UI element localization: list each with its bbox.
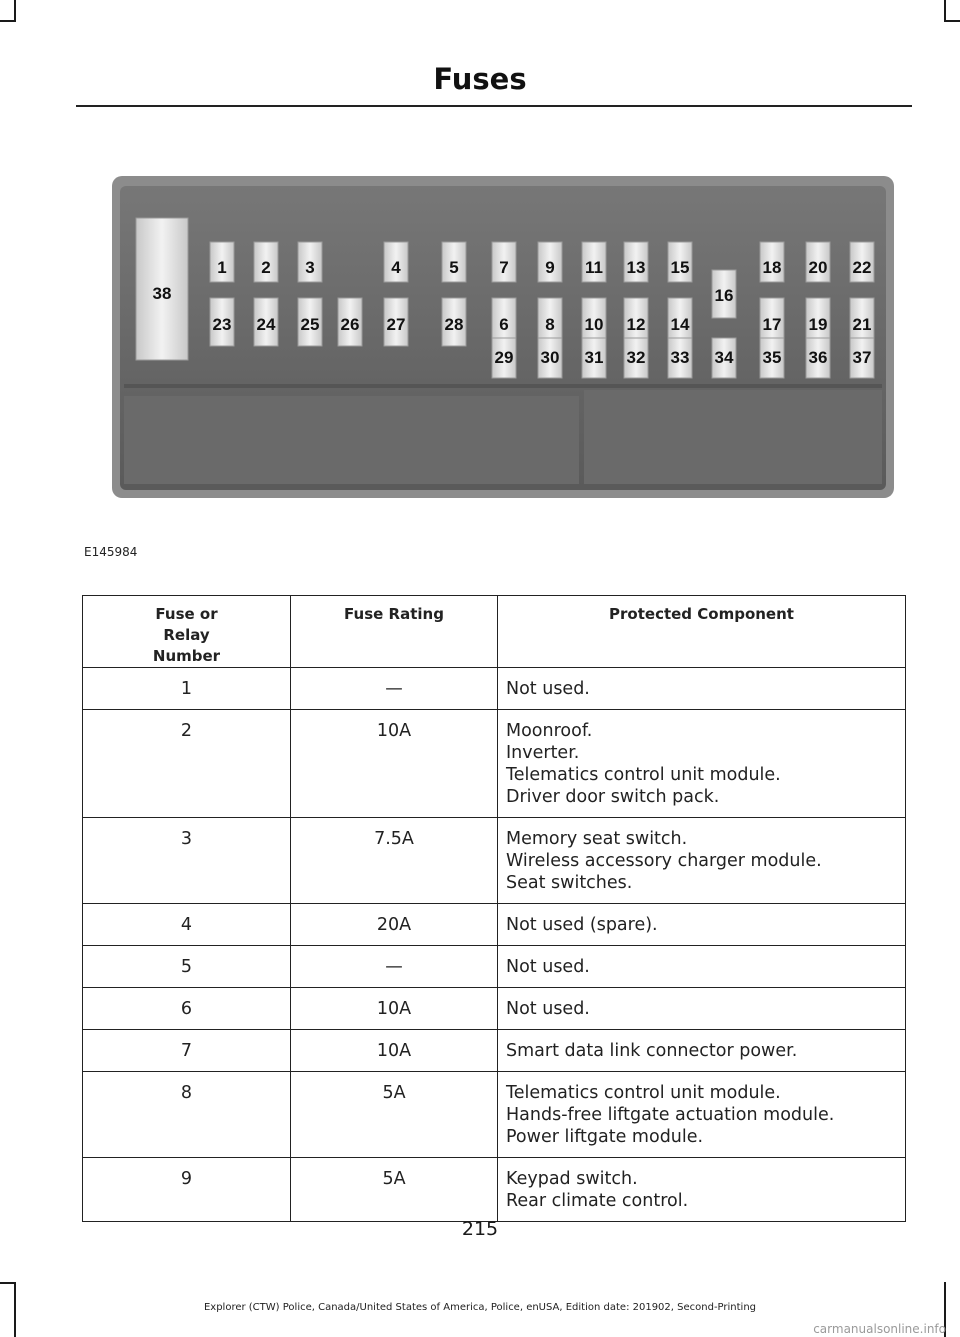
protected-component-cell bbox=[498, 1072, 906, 1158]
watermark: carmanualsonline.info bbox=[813, 1322, 946, 1336]
component-line: Moonroof. bbox=[506, 721, 593, 741]
fuse-number-cell: 2 bbox=[83, 710, 291, 818]
table-row bbox=[83, 1030, 906, 1072]
fuse-label: 11 bbox=[585, 258, 603, 277]
fuse-number-cell: 7 bbox=[83, 1030, 291, 1072]
component-line: Rear climate control. bbox=[506, 1191, 689, 1211]
fuse-label: 31 bbox=[584, 348, 604, 367]
fuse-label: 20 bbox=[808, 258, 828, 277]
component-line: Seat switches. bbox=[506, 873, 633, 893]
fuse-label: 14 bbox=[670, 315, 690, 334]
fuse-label: 7 bbox=[499, 258, 509, 277]
component-line: Power liftgate module. bbox=[506, 1127, 704, 1147]
fuse-box-lower-panel-right bbox=[584, 390, 882, 484]
fuse-label: 13 bbox=[626, 258, 646, 277]
crop-mark-bottom-left-h bbox=[0, 1282, 16, 1284]
fuse-label: 34 bbox=[714, 348, 734, 367]
fuse-label: 16 bbox=[714, 286, 734, 305]
fuse-label: 29 bbox=[494, 348, 514, 367]
fuse-label: 30 bbox=[540, 348, 560, 367]
table-row bbox=[83, 818, 906, 904]
fuse-rating-cell: 5A bbox=[291, 1072, 498, 1158]
fuse-label: 10 bbox=[584, 315, 604, 334]
fuse-label: 24 bbox=[256, 315, 276, 334]
crop-mark-top-right-h bbox=[944, 20, 960, 22]
component-line: Keypad switch. bbox=[506, 1169, 638, 1189]
fuse-label: 23 bbox=[212, 315, 232, 334]
table-row bbox=[83, 946, 906, 988]
fuse-rating-cell: 10A bbox=[291, 988, 498, 1030]
component-line: Memory seat switch. bbox=[506, 829, 688, 849]
header-protected-component: Protected Component bbox=[498, 596, 906, 668]
fuse-rating-cell: 10A bbox=[291, 710, 498, 818]
fuse-label: 19 bbox=[808, 315, 828, 334]
fuse-label: 25 bbox=[300, 315, 320, 334]
fuse-number-cell: 3 bbox=[83, 818, 291, 904]
component-line: Not used (spare). bbox=[506, 915, 658, 935]
fuse-rating-cell: 10A bbox=[291, 1030, 498, 1072]
fuse-number-cell: 5 bbox=[83, 946, 291, 988]
protected-component-cell bbox=[498, 1158, 906, 1222]
component-line: Not used. bbox=[506, 999, 590, 1019]
component-line: Telematics control unit module. bbox=[506, 1083, 781, 1103]
protected-component-cell bbox=[498, 946, 906, 988]
protected-component-cell bbox=[498, 988, 906, 1030]
fuse-number-cell: 6 bbox=[83, 988, 291, 1030]
fuse-label: 12 bbox=[626, 315, 646, 334]
fuse-box-diagram bbox=[110, 170, 896, 515]
fuse-label: 32 bbox=[626, 348, 646, 367]
fuse-label: 15 bbox=[670, 258, 690, 277]
figure-code: E145984 bbox=[84, 545, 138, 559]
crop-mark-top-left-v bbox=[14, 0, 16, 22]
fuse-number-cell: 9 bbox=[83, 1158, 291, 1222]
fuse-label: 9 bbox=[545, 258, 555, 277]
fuse-label: 21 bbox=[852, 315, 872, 334]
fuse-label: 28 bbox=[444, 315, 464, 334]
header-fuse-rating: Fuse Rating bbox=[291, 596, 498, 668]
fuse-box-lower-panel-left bbox=[124, 396, 579, 484]
fuse-label: 37 bbox=[852, 348, 872, 367]
page-number: 215 bbox=[461, 1218, 499, 1240]
table-row bbox=[83, 988, 906, 1030]
fuse-rating-cell: 5A bbox=[291, 1158, 498, 1222]
fuse-number-cell: 4 bbox=[83, 904, 291, 946]
fuse-label: 22 bbox=[852, 258, 872, 277]
table-header-row bbox=[83, 596, 906, 668]
fuse-label: 35 bbox=[762, 348, 782, 367]
fuse-rating-cell: 20A bbox=[291, 904, 498, 946]
fuse-label: 33 bbox=[670, 348, 690, 367]
table-row bbox=[83, 1072, 906, 1158]
protected-component-cell bbox=[498, 818, 906, 904]
component-line: Hands-free liftgate actuation module. bbox=[506, 1105, 835, 1125]
protected-component-cell bbox=[498, 904, 906, 946]
fuse-number-cell: 1 bbox=[83, 668, 291, 710]
fuse-rating-cell: — bbox=[291, 946, 498, 988]
fuse-label: 2 bbox=[261, 258, 271, 277]
fuse-number-cell: 8 bbox=[83, 1072, 291, 1158]
fuse-rating-cell: — bbox=[291, 668, 498, 710]
component-line: Wireless accessory charger module. bbox=[506, 851, 822, 871]
component-line: Not used. bbox=[506, 679, 590, 699]
fuse-label: 3 bbox=[305, 258, 315, 277]
protected-component-cell bbox=[498, 1030, 906, 1072]
footer-edition-text: Explorer (CTW) Police, Canada/United States of America, Police, enUSA, Edition date: 201902, Second-Printing bbox=[203, 1302, 757, 1313]
fuse-table bbox=[82, 595, 906, 1222]
header-fuse-number: Fuse or Relay Number bbox=[83, 596, 291, 668]
table-row bbox=[83, 668, 906, 710]
fuse-label: 5 bbox=[449, 258, 459, 277]
crop-mark-top-right-v bbox=[944, 0, 946, 22]
fuse-box-divider bbox=[124, 384, 882, 388]
fuse-label: 4 bbox=[391, 258, 401, 277]
table-row bbox=[83, 1158, 906, 1222]
fuse-label: 1 bbox=[217, 258, 227, 277]
protected-component-cell bbox=[498, 668, 906, 710]
component-line: Not used. bbox=[506, 957, 590, 977]
fuse-label: 8 bbox=[545, 315, 555, 334]
fuse-rating-cell: 7.5A bbox=[291, 818, 498, 904]
header-divider bbox=[76, 105, 912, 107]
protected-component-cell bbox=[498, 710, 906, 818]
table-row bbox=[83, 710, 906, 818]
fuse-label: 26 bbox=[340, 315, 360, 334]
fuse-label: 27 bbox=[386, 315, 406, 334]
table-row bbox=[83, 904, 906, 946]
component-line: Smart data link connector power. bbox=[506, 1041, 798, 1061]
fuse-label: 36 bbox=[808, 348, 828, 367]
fuse-label: 17 bbox=[762, 315, 782, 334]
page-title: Fuses bbox=[433, 62, 527, 96]
component-line: Driver door switch pack. bbox=[506, 787, 720, 807]
fuse-label: 18 bbox=[762, 258, 782, 277]
component-line: Telematics control unit module. bbox=[506, 765, 781, 785]
fuse-label: 38 bbox=[152, 284, 172, 303]
fuse-label: 6 bbox=[499, 315, 509, 334]
component-line: Inverter. bbox=[506, 743, 580, 763]
crop-mark-top-left-h bbox=[0, 20, 16, 22]
